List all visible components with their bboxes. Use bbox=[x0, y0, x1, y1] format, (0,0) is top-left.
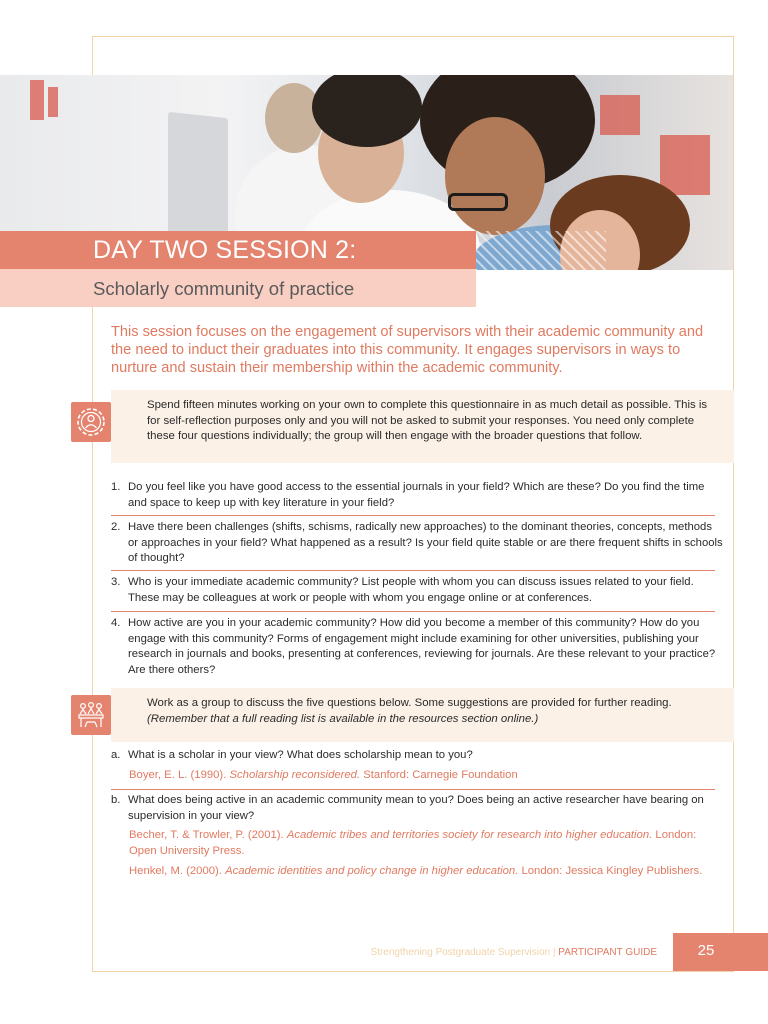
reading-reference bbox=[129, 864, 719, 880]
question-divider bbox=[111, 611, 715, 612]
question-number: 2. bbox=[111, 521, 121, 533]
question-text: Do you feel like you have good access to the essential journals in your field? Which are these? Do you find the time and space to keep up with key literature in your field? bbox=[128, 481, 705, 509]
reference-author: Becher, T. & Trowler, P. (2001). bbox=[129, 829, 287, 841]
session-intro: This session focuses on the engagement of supervisors with their academic community and the need to induct their graduates into this community. It engages supervisors in ways to nurture and sustain their membership within the academic community. bbox=[111, 324, 704, 377]
question-number: 4. bbox=[111, 617, 121, 629]
question-divider bbox=[111, 789, 715, 790]
reference-title: Academic tribes and territories society for research into higher education. bbox=[286, 829, 653, 841]
question-text: What does being active in an academic community mean to you? Does being an active researcher have bearing on supervision in your view? bbox=[128, 794, 704, 822]
question-text: Have there been challenges (shifts, schisms, radically new approaches) to the dominant theories, concepts, methods or approaches in your field? What happened as a result? Is your field quite stable or are there frequent shifts in schools of thought? bbox=[128, 521, 723, 564]
question-text: What is a scholar in your view? What does scholarship mean to you? bbox=[128, 749, 473, 761]
group-instructions-main: Work as a group to discuss the five questions below. Some suggestions are provided for further reading. bbox=[147, 697, 672, 709]
reference-title: Academic identities and policy change in higher education. bbox=[225, 865, 519, 877]
reference-publisher: Stanford: Carnegie Foundation bbox=[360, 769, 518, 781]
group-discussion-icon bbox=[71, 695, 111, 735]
group-instructions-reminder: (Remember that a full reading list is available in the resources section online.) bbox=[147, 712, 539, 725]
question-number: 1. bbox=[111, 481, 121, 493]
question-text: How active are you in your academic community? How did you become a member of this community? How do you engage with this community? Forms of engagement might include examining for other universities, publishing your research in journals and books, presenting at conferences, reviewing for journals. Are these relevant to your practice? Are there others? bbox=[128, 617, 716, 676]
question-divider bbox=[111, 570, 715, 571]
individual-instructions-text: Spend fifteen minutes working on your own to complete this questionnaire in as much detail as possible. This is for self-reflection purposes only and you will not be asked to submit your responses. You need only complete these four questions individually; the group will then engage with the broader questions that follow. bbox=[147, 399, 708, 443]
footer-series: Strengthening Postgraduate Supervision bbox=[370, 947, 551, 958]
individual-instructions bbox=[111, 390, 734, 463]
page-footer bbox=[0, 947, 657, 958]
question-number: b. bbox=[111, 794, 121, 806]
question-divider bbox=[111, 515, 715, 516]
reference-title: Scholarship reconsidered. bbox=[229, 769, 361, 781]
reading-reference bbox=[129, 828, 719, 859]
reading-reference bbox=[129, 768, 719, 784]
question-text: Who is your immediate academic community? List people with whom you can discuss issues related to your field. These may be colleagues at work or people with whom you engage online or at conferences. bbox=[128, 576, 694, 604]
question-number: a. bbox=[111, 749, 121, 761]
footer-separator: | bbox=[550, 947, 559, 958]
reference-author: Henkel, M. (2000). bbox=[129, 865, 226, 877]
session-subtitle-band bbox=[0, 269, 476, 307]
reference-publisher: London: Jessica Kingley Publishers. bbox=[518, 865, 703, 877]
session-title: DAY TWO SESSION 2: bbox=[93, 236, 357, 264]
session-subtitle: Scholarly community of practice bbox=[93, 278, 355, 299]
reference-publisher: London: Open University Press. bbox=[129, 829, 697, 857]
person-gear-icon bbox=[71, 402, 111, 442]
page-number-box bbox=[673, 933, 768, 971]
reference-author: Boyer, E. L. (1990). bbox=[129, 769, 230, 781]
page-number: 25 bbox=[697, 942, 715, 959]
group-instructions-text bbox=[147, 696, 723, 727]
question-number: 3. bbox=[111, 576, 121, 588]
footer-label: PARTICIPANT GUIDE bbox=[558, 947, 657, 958]
session-title-band bbox=[0, 231, 476, 269]
group-instructions bbox=[111, 688, 734, 742]
